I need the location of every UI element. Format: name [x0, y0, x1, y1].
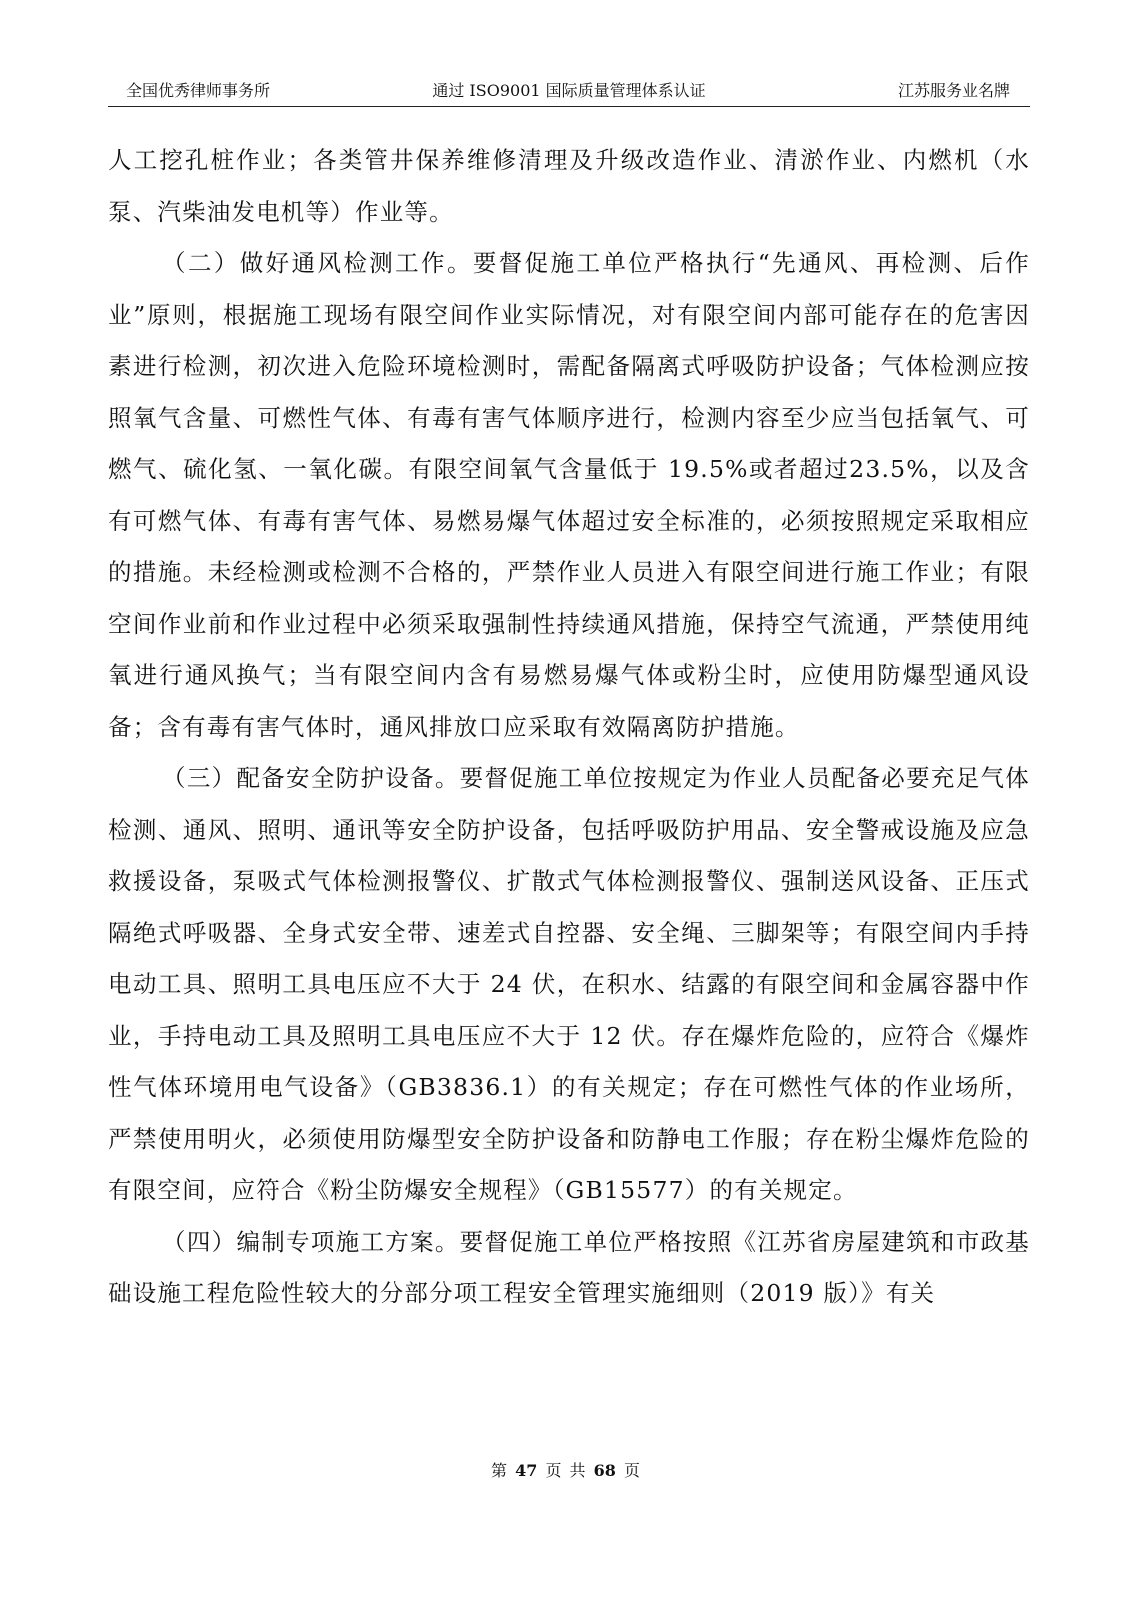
page-footer: [0, 1460, 1131, 1482]
paragraph-continuation: 人工挖孔桩作业；各类管井保养维修清理及升级改造作业、清淤作业、内燃机（水泵、汽柴油发电机等）作业等。: [108, 146, 1030, 226]
footer-prefix: 第: [490, 1461, 507, 1480]
page-header: [108, 78, 1030, 107]
paragraph-construction-plan: （四）编制专项施工方案。要督促施工单位严格按照《江苏省房屋建筑和市政基础设施工程危险性较大的分部分项工程安全管理实施细则（2019 版）》有关: [108, 1227, 1030, 1307]
body-text: [108, 135, 1030, 1320]
footer-page-number: 47: [515, 1461, 538, 1480]
footer-middle: 页 共: [545, 1461, 586, 1480]
header-center-text: 通过 ISO9001 国际质量管理体系认证: [432, 81, 706, 100]
header-left-text: 全国优秀律师事务所: [126, 81, 271, 100]
footer-suffix: 页: [624, 1461, 641, 1480]
header-right-text: 江苏服务业名牌: [897, 81, 1010, 100]
paragraph-ventilation-testing: （二）做好通风检测工作。要督促施工单位严格执行“先通风、再检测、后作业”原则，根据施工现场有限空间作业实际情况，对有限空间内部可能存在的危害因素进行检测，初次进入危险环境检测时，需配备隔离式呼吸防护设备；气体检测应按照氧气含量、可燃性气体、有毒有害气体顺序进行，检测内容至少应当包括氧气、可燃气、硫化氢、一氧化碳。有限空间氧气含量低于 19.5%或者超过23.5%，以及含有可燃气体、有毒有害气体、易燃易爆气体超过安全标准的，必须按照规定采取相应的措施。未经检测或检测不合格的，严禁作业人员进入有限空间进行施工作业；有限空间作业前和作业过程中必须采取强制性持续通风措施，保持空气流通，严禁使用纯氧进行通风换气；当有限空间内含有易燃易爆气体或粉尘时，应使用防爆型通风设备；含有毒有害气体时，通风排放口应采取有效隔离防护措施。: [108, 249, 1030, 741]
footer-total-pages: 68: [593, 1461, 616, 1480]
paragraph-protective-equipment: （三）配备安全防护设备。要督促施工单位按规定为作业人员配备必要充足气体检测、通风、照明、通讯等安全防护设备，包括呼吸防护用品、安全警戒设施及应急救援设备，泵吸式气体检测报警仪、扩散式气体检测报警仪、强制送风设备、正压式隔绝式呼吸器、全身式安全带、速差式自控器、安全绳、三脚架等；有限空间内手持电动工具、照明工具电压应不大于 24 伏，在积水、结露的有限空间和金属容器中作业，手持电动工具及照明工具电压应不大于 12 伏。存在爆炸危险的，应符合《爆炸性气体环境用电气设备》（GB3836.1）的有关规定；存在可燃性气体的作业场所，严禁使用明火，必须使用防爆型安全防护设备和防静电工作服；存在粉尘爆炸危险的有限空间，应符合《粉尘防爆安全规程》（GB15577）的有关规定。: [108, 764, 1030, 1204]
